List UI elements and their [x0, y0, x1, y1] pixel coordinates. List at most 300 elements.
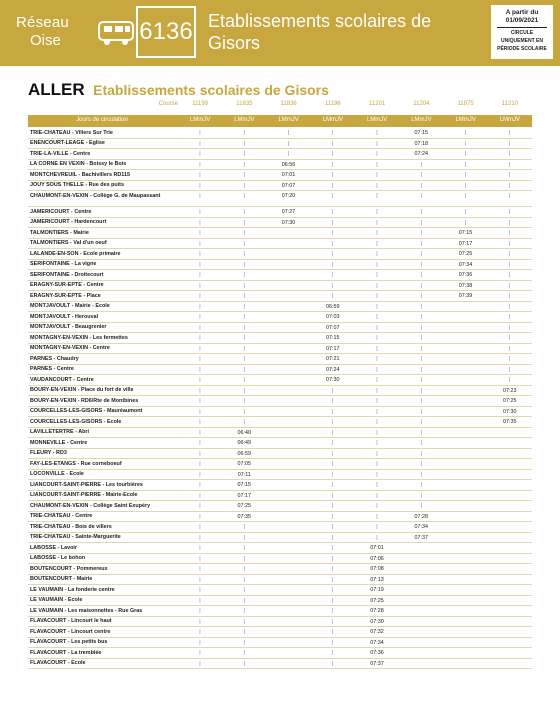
pass-marker: | [376, 387, 378, 394]
pass-marker: | [376, 240, 378, 247]
pass-marker: | [376, 461, 378, 467]
pass-marker: | [509, 345, 511, 352]
pass-marker: | [199, 587, 201, 593]
pass-marker: | [332, 130, 334, 136]
pass-marker: | [243, 566, 245, 572]
pass-marker: | [199, 660, 201, 667]
stop-name: VAUDANCOURT - Centre [30, 376, 94, 383]
stop-name: LALANDE-EN-SON - Ecole primaire [30, 250, 121, 257]
pass-marker: | [464, 219, 467, 226]
jours-cell: LMmJV [189, 117, 211, 123]
stop-time: 07:03 [326, 314, 340, 320]
pass-marker: | [376, 419, 378, 425]
timetable-row [28, 312, 532, 323]
pass-marker: | [509, 151, 511, 157]
pass-marker: | [199, 618, 201, 625]
pass-marker: | [332, 566, 334, 572]
pass-marker: | [509, 314, 511, 320]
pass-marker: | [376, 366, 378, 373]
pass-marker: | [199, 608, 201, 614]
pass-marker: | [199, 366, 201, 373]
pass-marker: | [243, 230, 245, 236]
pass-marker: | [332, 419, 334, 425]
stop-time: 07:07 [326, 324, 340, 331]
timetable-row [28, 554, 532, 565]
stop-time: 07:05 [237, 461, 251, 467]
pass-marker: | [199, 261, 201, 268]
pass-marker: | [376, 209, 378, 215]
pass-marker: | [376, 230, 378, 236]
stop-time: 07:17 [458, 240, 473, 247]
pass-marker: | [199, 576, 201, 583]
course-row [28, 101, 532, 111]
pass-marker: | [509, 335, 511, 341]
timetable-row [28, 249, 532, 260]
stop-name: JOUY SOUS THELLE - Rue des puits [30, 182, 124, 188]
course-number: 11201 [369, 101, 386, 107]
pass-marker: | [243, 251, 245, 257]
pass-marker: | [376, 492, 378, 499]
stop-time: 07:15 [458, 230, 473, 236]
pass-marker: | [243, 555, 245, 562]
stop-name: SERIFONTAINE - La vigne [30, 261, 97, 267]
stop-time: 07:38 [458, 282, 473, 289]
pass-marker: | [420, 293, 422, 299]
pass-marker: | [332, 461, 334, 467]
pass-marker: | [332, 440, 334, 446]
pass-marker: | [420, 366, 422, 373]
pass-marker: | [199, 251, 201, 257]
timetable-row [28, 575, 532, 586]
pass-marker: | [332, 293, 334, 299]
stop-time: 07:07 [281, 182, 296, 189]
timetable-row [28, 128, 532, 139]
banner-title: Etablissements scolaires de Gisors [208, 11, 432, 53]
pass-marker: | [332, 639, 334, 646]
pass-marker: | [243, 545, 245, 551]
stop-name: ERAGNY-SUR-EPTE - Place [30, 292, 101, 299]
stop-name: TRIE-LA-VILLE - Centre [30, 150, 91, 157]
pass-marker: | [243, 419, 245, 425]
stop-name: JAMERICOURT - Centre [30, 208, 92, 215]
stop-name: TRIE-CHÂTEAU - Villers Sur Trie [30, 129, 113, 136]
stop-time: 07:15 [326, 335, 340, 341]
pass-marker: | [420, 251, 422, 257]
stop-name: MONTAGNY-EN-VEXIN - Centre [30, 345, 110, 351]
pass-marker: | [420, 314, 422, 320]
pass-marker: | [420, 419, 422, 425]
timetable-row [28, 543, 532, 554]
pass-marker: | [332, 151, 334, 157]
stop-time: 07:23 [503, 387, 517, 394]
timetable-row [28, 459, 532, 470]
pass-marker: | [332, 524, 334, 530]
timetable-row [28, 386, 532, 397]
timetable-row [28, 291, 532, 302]
pass-marker: | [376, 303, 378, 310]
timetable-row [28, 659, 532, 670]
stop-time: 07:17 [237, 492, 251, 499]
pass-marker: | [376, 482, 378, 488]
pass-marker: | [509, 161, 511, 168]
brand-word-2: Oise [30, 32, 61, 49]
pass-marker: | [199, 335, 201, 341]
pass-marker: | [376, 193, 378, 199]
pass-marker: | [420, 240, 422, 247]
stop-time: 07:32 [370, 629, 384, 635]
pass-marker: | [199, 450, 201, 457]
validity-line-4: UNIQUEMENT EN [501, 38, 543, 44]
pass-marker: | [243, 345, 245, 352]
timetable-row [28, 627, 532, 638]
stop-time: 07:21 [326, 356, 340, 362]
stop-name: MONTAGNY-EN-VEXIN - Les fermettes [30, 334, 128, 341]
stop-time: 07:19 [370, 587, 384, 593]
stop-time: 07:37 [414, 534, 428, 541]
stop-time: 07:08 [370, 566, 384, 572]
pass-marker: | [199, 513, 201, 520]
pass-marker: | [420, 230, 422, 236]
pass-marker: | [199, 650, 201, 656]
pass-marker: | [243, 576, 245, 583]
pass-marker: | [376, 151, 378, 157]
pass-marker: | [332, 182, 334, 189]
pass-marker: | [376, 182, 378, 189]
pass-marker: | [332, 251, 334, 257]
timetable-row [28, 648, 532, 659]
jours-cell: LMmJV [366, 117, 388, 123]
pass-marker: | [376, 172, 378, 178]
pass-marker: | [199, 398, 201, 404]
pass-marker: | [243, 629, 245, 635]
timetable-row [28, 638, 532, 649]
stop-name: ERAGNY-SUR-EPTE - Centre [30, 282, 104, 288]
pass-marker: | [199, 639, 201, 646]
stop-time: 06:59 [237, 450, 251, 457]
pass-marker: | [199, 356, 201, 362]
pass-marker: | [243, 597, 245, 604]
stop-name: LE VAUMAIN - Ecole [30, 597, 83, 603]
pass-marker: | [509, 230, 511, 236]
pass-marker: | [199, 230, 201, 236]
pass-marker: | [420, 450, 422, 457]
stop-time: 07:11 [237, 471, 251, 478]
pass-marker: | [464, 161, 467, 168]
stop-name: LE VAUMAIN - Les maisonnettes - Rue Gras [30, 607, 143, 614]
course-number: 11210 [501, 101, 518, 107]
course-number: 11875 [457, 101, 474, 107]
pass-marker: | [243, 366, 245, 373]
stop-name: PARNES - Chaudry [30, 355, 79, 362]
stop-name: COURCELLES-LÈS-GISORS - Ecole [30, 418, 122, 425]
stop-name: LABOSSE - Lavoir [30, 544, 78, 551]
pass-marker: | [376, 293, 378, 299]
pass-marker: | [243, 660, 245, 667]
stop-name: FLAVACOURT - La tremblée [30, 649, 102, 656]
pass-marker: | [332, 503, 334, 509]
pass-marker: | [199, 345, 201, 352]
pass-marker: | [243, 161, 245, 168]
pass-marker: | [420, 161, 422, 168]
pass-marker: | [376, 534, 378, 541]
pass-marker: | [199, 503, 201, 509]
pass-marker: | [420, 193, 422, 199]
pass-marker: | [376, 524, 378, 530]
pass-marker: | [243, 524, 245, 530]
pass-marker: | [332, 492, 334, 499]
pass-marker: | [376, 251, 378, 257]
stop-time: 07:01 [281, 172, 296, 178]
stop-time: 06:56 [281, 161, 296, 168]
direction-label: ALLER [28, 80, 85, 99]
stop-name: FLAVACOURT - Lincourt centre [30, 628, 111, 635]
pass-marker: | [464, 209, 467, 215]
stop-name: MONTJAVOULT - Beaugrenier [30, 324, 107, 330]
stop-name: FLAVACOURT - Ecole [30, 660, 86, 666]
pass-marker: | [376, 335, 378, 341]
pass-marker: | [243, 182, 245, 189]
pass-marker: | [199, 140, 201, 147]
pass-marker: | [509, 261, 511, 268]
pass-marker: | [332, 534, 334, 541]
timetable-row [28, 207, 532, 218]
pass-marker: | [199, 534, 201, 541]
pass-marker: | [376, 272, 378, 278]
header-banner [0, 0, 560, 66]
pass-marker: | [332, 450, 334, 457]
pass-marker: | [420, 303, 422, 310]
timetable-row [28, 470, 532, 481]
pass-marker: | [420, 492, 422, 499]
pass-marker: | [199, 314, 201, 320]
pass-marker: | [376, 503, 378, 509]
stop-name: SERIFONTAINE - Droitecourt [30, 271, 104, 278]
timetable-row [28, 365, 532, 376]
pass-marker: | [243, 324, 245, 331]
stop-time: 07:15 [237, 482, 251, 488]
pass-marker: | [420, 324, 422, 331]
jours-row [28, 115, 532, 127]
pass-marker: | [376, 140, 378, 147]
jours-cell: LMmJV [234, 117, 255, 123]
pass-marker: | [199, 240, 201, 247]
pass-marker: | [243, 398, 245, 404]
pass-marker: | [199, 545, 201, 551]
pass-marker: | [199, 272, 201, 278]
stop-time: 07:30 [326, 377, 340, 383]
pass-marker: | [199, 461, 201, 467]
pass-marker: | [243, 608, 245, 614]
pass-marker: | [199, 555, 201, 562]
stop-time: 07:34 [458, 261, 473, 268]
pass-marker: | [199, 324, 201, 331]
pass-marker: | [332, 140, 334, 147]
stop-time: 07:20 [281, 193, 296, 199]
pass-marker: | [243, 387, 245, 394]
pass-marker: | [420, 282, 422, 289]
stop-name: ENENCOURT-LEAGE - Eglise [30, 140, 105, 146]
pass-marker: | [332, 209, 334, 215]
stop-time: 07:37 [370, 660, 384, 667]
pass-marker: | [376, 429, 378, 436]
pass-marker: | [199, 219, 201, 226]
pass-marker: | [332, 555, 334, 562]
stop-name: TRIE-CHÂTEAU - Sainte-Marguerite [30, 534, 121, 540]
stop-time: 07:28 [414, 513, 428, 520]
timetable-row [28, 333, 532, 344]
pass-marker: | [332, 219, 334, 226]
pass-marker: | [509, 324, 511, 331]
pass-marker: | [287, 130, 290, 136]
pass-marker: | [509, 182, 511, 189]
pass-marker: | [464, 182, 467, 189]
stop-time: 07:36 [370, 650, 384, 656]
timetable-row [28, 181, 532, 192]
pass-marker: | [332, 408, 334, 415]
pass-marker: | [199, 629, 201, 635]
timetable-row [28, 396, 532, 407]
timetable-row [28, 491, 532, 502]
pass-marker: | [509, 240, 511, 247]
stop-time: 06:59 [326, 303, 340, 310]
stop-time: 06:40 [237, 429, 251, 436]
stop-time: 07:39 [458, 293, 473, 299]
section-heading [28, 80, 329, 100]
pass-marker: | [376, 408, 378, 415]
stop-name: LE VAUMAIN - La fonderie centre [30, 586, 115, 593]
pass-marker: | [199, 429, 201, 436]
pass-marker: | [509, 272, 511, 278]
pass-marker: | [332, 230, 334, 236]
stop-name: BOUTENCOURT - Pommereux [30, 565, 108, 572]
pass-marker: | [509, 293, 511, 299]
timetable-row [28, 218, 532, 229]
stop-time: 07:34 [414, 524, 428, 530]
stop-time: 06:49 [237, 440, 251, 446]
pass-marker: | [376, 282, 378, 289]
pass-marker: | [509, 130, 511, 136]
stop-time: 07:28 [370, 608, 384, 614]
stop-name: TRIE-CHÂTEAU - Bois de villers [30, 523, 112, 530]
timetable-row [28, 139, 532, 150]
stop-time: 07:25 [237, 503, 251, 509]
pass-marker: | [332, 587, 334, 593]
stop-name: LIANCOURT-SAINT-PIERRE - Mairie-Ecole [30, 492, 138, 498]
pass-marker: | [243, 272, 245, 278]
pass-marker: | [509, 366, 511, 373]
pass-marker: | [243, 356, 245, 362]
pass-marker: | [420, 429, 422, 436]
pass-marker: | [199, 524, 201, 530]
timetable-row [28, 302, 532, 313]
course-number: 11836 [280, 101, 297, 107]
timetable-row [28, 260, 532, 271]
stop-time: 07:30 [281, 219, 296, 226]
pass-marker: | [332, 272, 334, 278]
pass-marker: | [509, 356, 511, 362]
stop-time: 07:36 [458, 272, 473, 278]
course-number: 11199 [192, 101, 209, 107]
timetable-row [28, 522, 532, 533]
pass-marker: | [287, 140, 290, 147]
pass-marker: | [199, 161, 201, 168]
pass-marker: | [243, 130, 245, 136]
stop-name: MONNEVILLE - Centre [30, 439, 88, 446]
timetable-row [28, 585, 532, 596]
pass-marker: | [420, 387, 422, 394]
pass-marker: | [199, 209, 201, 215]
pass-marker: | [509, 193, 511, 199]
pass-marker: | [199, 387, 201, 394]
timetable-row [28, 228, 532, 239]
pass-marker: | [199, 492, 201, 499]
pass-marker: | [199, 471, 201, 478]
pass-marker: | [376, 356, 378, 362]
stop-time: 07:18 [414, 140, 428, 147]
validity-badge [490, 4, 554, 60]
timetable-row [28, 344, 532, 355]
stop-time: 07:35 [503, 419, 517, 425]
pass-marker: | [420, 272, 422, 278]
pass-marker: | [464, 130, 467, 136]
pass-marker: | [332, 660, 334, 667]
pass-marker: | [332, 261, 334, 268]
pass-marker: | [243, 261, 245, 268]
jours-cell: LMmJV [411, 117, 432, 123]
timetable-row [28, 281, 532, 292]
pass-marker: | [509, 251, 511, 257]
pass-marker: | [420, 209, 422, 215]
pass-marker: | [243, 282, 245, 289]
course-number: 11835 [236, 101, 253, 107]
jours-cell: LMmJV [278, 117, 299, 123]
pass-marker: | [376, 161, 378, 168]
pass-marker: | [509, 282, 511, 289]
stop-time: 07:25 [370, 597, 384, 604]
pass-marker: | [376, 219, 378, 226]
stop-name: BOUTENCOURT - Mairie [30, 576, 93, 582]
pass-marker: | [199, 440, 201, 446]
jours-cell: LMmJV [499, 117, 521, 123]
timetable-row [28, 428, 532, 439]
pass-marker: | [332, 240, 334, 247]
validity-divider [497, 27, 547, 28]
pass-marker: | [199, 408, 201, 415]
pass-marker: | [199, 419, 201, 425]
pass-marker: | [199, 193, 201, 199]
line-number: 6136 [136, 6, 196, 58]
stop-name: LABOSSE - Le bohon [30, 555, 86, 561]
timetable-row [28, 417, 532, 428]
pass-marker: | [243, 209, 245, 215]
timetable-row [28, 407, 532, 418]
pass-marker: | [332, 161, 334, 168]
pass-marker: | [509, 172, 511, 178]
pass-marker: | [376, 398, 378, 404]
pass-marker: | [376, 450, 378, 457]
pass-marker: | [243, 587, 245, 593]
pass-marker: | [287, 151, 290, 157]
timetable-row [28, 617, 532, 628]
pass-marker: | [332, 429, 334, 436]
pass-marker: | [376, 324, 378, 331]
stop-time: 07:25 [458, 251, 473, 257]
stop-name: MONTJAVOULT - Mairie - Ecole [30, 303, 110, 309]
timetable-row [28, 564, 532, 575]
timetable-row [28, 449, 532, 460]
pass-marker: | [464, 172, 467, 178]
course-number: 11196 [324, 101, 341, 107]
